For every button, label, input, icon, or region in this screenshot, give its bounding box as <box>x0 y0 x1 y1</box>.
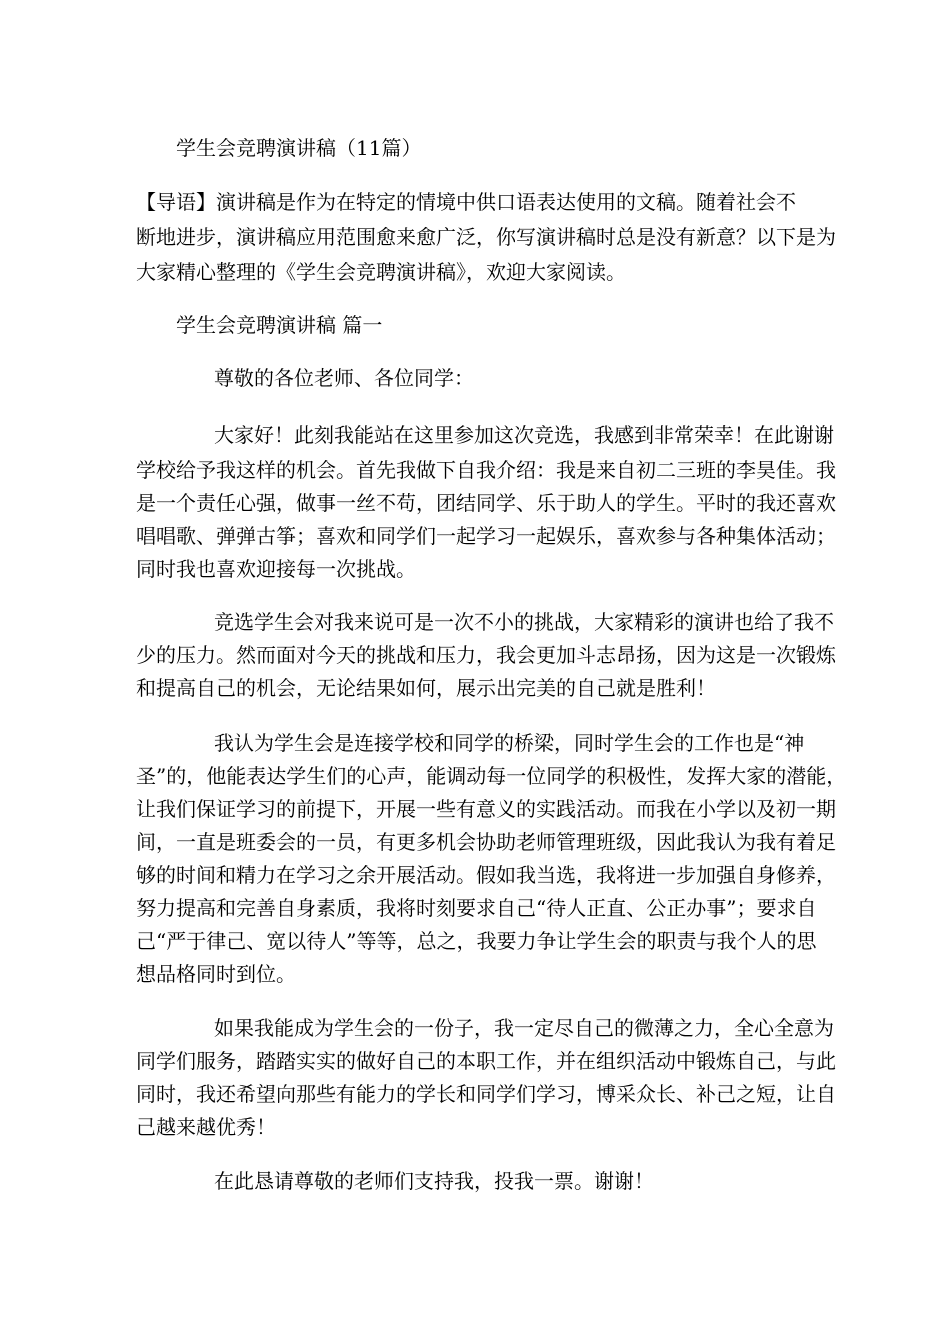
intro-line-3: 大家精心整理的《学生会竞聘演讲稿》，欢迎大家阅读。 <box>136 260 626 284</box>
paragraph-3-line-7: 己“严于律己、宽以待人”等等，总之，我要力争让学生会的职责与我个人的思 <box>136 929 817 953</box>
intro-line-1: 【导语】演讲稿是作为在特定的情境中供口语表达使用的文稿。随着社会不 <box>136 190 796 214</box>
paragraph-3-line-1: 我认为学生会是连接学校和同学的桥梁，同时学生会的工作也是“神 <box>214 731 805 755</box>
closing-line: 在此恳请尊敬的老师们支持我，投我一票。谢谢！ <box>214 1169 654 1193</box>
paragraph-1-line-1: 大家好！此刻我能站在这里参加这次竞选，我感到非常荣幸！在此谢谢 <box>214 423 834 447</box>
paragraph-2-line-2: 少的压力。然而面对今天的挑战和压力，我会更加斗志昂扬，因为这是一次锻炼 <box>136 643 836 667</box>
paragraph-2-line-1: 竞选学生会对我来说可是一次不小的挑战，大家精彩的演讲也给了我不 <box>214 610 834 634</box>
paragraph-1-line-4: 唱唱歌、弹弹古筝；喜欢和同学们一起学习一起娱乐，喜欢参与各种集体活动； <box>136 524 836 548</box>
paragraph-4-line-4: 己越来越优秀！ <box>136 1115 276 1139</box>
paragraph-3-line-5: 够的时间和精力在学习之余开展活动。假如我当选，我将进一步加强自身修养， <box>136 863 836 887</box>
paragraph-4-line-1: 如果我能成为学生会的一份子，我一定尽自己的微薄之力，全心全意为 <box>214 1016 834 1040</box>
paragraph-3-line-4: 间，一直是班委会的一员，有更多机会协助老师管理班级，因此我认为我有着足 <box>136 830 836 854</box>
paragraph-3-line-2: 圣”的，他能表达学生们的心声，能调动每一位同学的积极性，发挥大家的潜能， <box>136 764 847 788</box>
salutation: 尊敬的各位老师、各位同学： <box>214 366 474 390</box>
paragraph-1-line-5: 同时我也喜欢迎接每一次挑战。 <box>136 557 416 581</box>
paragraph-2-line-3: 和提高自己的机会，无论结果如何，展示出完美的自己就是胜利！ <box>136 676 716 700</box>
section-heading: 学生会竞聘演讲稿 篇一 <box>176 313 383 337</box>
intro-line-2: 断地进步，演讲稿应用范围愈来愈广泛，你写演讲稿时总是没有新意？以下是为 <box>136 225 836 249</box>
paragraph-3-line-6: 努力提高和完善自身素质，我将时刻要求自己“待人正直、公正办事”；要求自 <box>136 896 817 920</box>
paragraph-4-line-2: 同学们服务，踏踏实实的做好自己的本职工作，并在组织活动中锻炼自己，与此 <box>136 1049 836 1073</box>
document-title: 学生会竞聘演讲稿（11篇） <box>176 136 422 160</box>
paragraph-1-line-2: 学校给予我这样的机会。首先我做下自我介绍：我是来自初二三班的李昊佳。我 <box>136 458 836 482</box>
paragraph-1-line-3: 是一个责任心强，做事一丝不苟，团结同学、乐于助人的学生。平时的我还喜欢 <box>136 491 836 515</box>
paragraph-4-line-3: 同时，我还希望向那些有能力的学长和同学们学习，博采众长、补己之短，让自 <box>136 1082 836 1106</box>
paragraph-3-line-8: 想品格同时到位。 <box>136 962 296 986</box>
paragraph-3-line-3: 让我们保证学习的前提下，开展一些有意义的实践活动。而我在小学以及初一期 <box>136 797 836 821</box>
